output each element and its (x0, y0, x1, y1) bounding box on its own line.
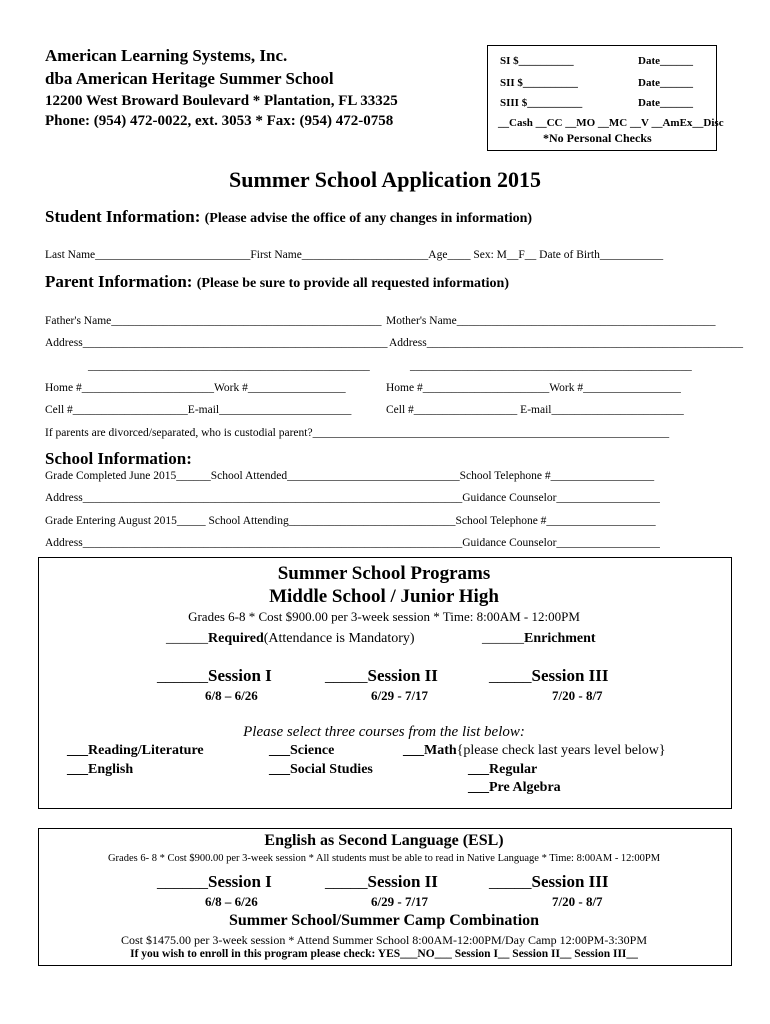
course-english[interactable]: ___English (67, 762, 134, 777)
session-blank[interactable]: ______ (157, 666, 208, 685)
mother-name-field[interactable]: Mother's Name_____________________________________________ (386, 315, 716, 327)
session-name: Session II (367, 666, 438, 685)
session-name: Session II (367, 872, 438, 891)
mother-address-line2[interactable]: _________________________________________________ (410, 360, 692, 372)
org-phone: Phone: (954) 472-0022, ext. 3053 * Fax: (954) 472-0758 (45, 113, 394, 129)
mother-address-field[interactable]: Address_______________________________________________________ (389, 337, 743, 349)
payment-date2[interactable]: Date______ (638, 77, 693, 89)
combo-enroll[interactable]: If you wish to enroll in this program please check: YES___NO___ Session I__ Session II__ Session III__ (130, 948, 638, 960)
session-dates: 7/20 - 8/7 (552, 688, 603, 703)
required-note: (Attendance is Mandatory) (263, 631, 415, 646)
math-pre-algebra[interactable]: ___Pre Algebra (468, 780, 561, 795)
esl-session-2[interactable] (325, 872, 438, 892)
payment-date1[interactable]: Date______ (638, 55, 693, 67)
session-blank[interactable]: ______ (157, 872, 208, 891)
payment-s3[interactable]: SIII $__________ (500, 97, 583, 109)
programs-info: Grades 6-8 * Cost $900.00 per 3-week session * Time: 8:00AM - 12:00PM (188, 609, 580, 624)
enrichment-option[interactable] (482, 631, 596, 647)
school-row-3[interactable]: Grade Entering August 2015_____ School Attending_____________________________School Telephone #___________________ (45, 515, 656, 527)
esl-title: English as Second Language (ESL) (264, 832, 504, 849)
payment-s1[interactable]: SI $__________ (500, 55, 574, 67)
course-math-blank[interactable]: ___ (403, 743, 424, 758)
required-label: Required (208, 631, 264, 646)
session-dates: 6/29 - 7/17 (371, 688, 429, 703)
combo-title: Summer School/Summer Camp Combination (228, 912, 540, 929)
school-heading: School Information: (45, 449, 192, 468)
combo-cost: Cost $1475.00 per 3-week session * Attend Summer School 8:00AM-12:00PM/Day Camp 12:00PM-3:30PM (121, 933, 647, 947)
course-select-prompt: Please select three courses from the list below: (243, 724, 525, 740)
payment-methods[interactable]: __Cash __CC __MO __MC __V __AmEx__Disc (498, 117, 724, 129)
payment-s2[interactable]: SII $__________ (500, 77, 578, 89)
session-dates: 6/8 – 6/26 (205, 688, 258, 703)
session-blank[interactable]: _____ (325, 666, 368, 685)
course-reading[interactable]: ___Reading/Literature (67, 743, 204, 758)
enrichment-blank[interactable]: ______ (482, 631, 524, 646)
session-blank[interactable]: _____ (325, 872, 368, 891)
esl-session-3[interactable] (489, 872, 609, 892)
school-row-1[interactable]: Grade Completed June 2015______School Attended______________________________School Telephone #__________________ (45, 470, 655, 482)
esl-session-1[interactable] (157, 872, 272, 892)
student-heading (45, 207, 532, 227)
enrichment-label: Enrichment (524, 631, 596, 646)
session-blank[interactable]: _____ (489, 666, 532, 685)
program-session-3[interactable] (489, 666, 609, 686)
parent-heading-label: Parent Information: (45, 272, 193, 291)
session-dates: 7/20 - 8/7 (552, 894, 603, 909)
father-cell-field[interactable]: Cell #____________________E-mail_______________________ (45, 404, 352, 416)
father-address-field[interactable]: Address_____________________________________________________ (45, 337, 388, 349)
course-math-note: {please check last years level below} (456, 743, 666, 758)
student-heading-note: (Please advise the office of any changes in information) (204, 211, 533, 226)
school-row-4[interactable]: Address__________________________________________________________________Guidance Counselor__________________ (45, 537, 660, 549)
father-phone-field[interactable]: Home #_______________________Work #_________________ (45, 382, 346, 394)
session-blank[interactable]: _____ (489, 872, 532, 891)
session-name: Session III (531, 872, 609, 891)
dba-name: dba American Heritage Summer School (45, 69, 334, 88)
session-dates: 6/8 – 6/26 (205, 894, 258, 909)
program-session-2[interactable] (325, 666, 438, 686)
custodial-parent-field[interactable]: If parents are divorced/separated, who is custodial parent?______________________________________________________________ (45, 427, 670, 439)
course-social-studies[interactable]: ___Social Studies (269, 762, 373, 777)
parent-heading (45, 272, 509, 292)
payment-box (487, 45, 724, 151)
mother-phone-field[interactable]: Home #______________________Work #_________________ (386, 382, 681, 394)
course-math[interactable] (403, 743, 666, 759)
program-session-1[interactable] (157, 666, 272, 686)
page-title: Summer School Application 2015 (229, 167, 541, 192)
programs-subtitle: Middle School / Junior High (269, 586, 499, 607)
session-name: Session I (208, 666, 272, 685)
student-fields-row[interactable]: Last Name___________________________First Name______________________Age____ Sex: M__F__ Date of Birth___________ (45, 249, 664, 261)
father-name-field[interactable]: Father's Name_______________________________________________ (45, 315, 382, 327)
student-heading-label: Student Information: (45, 207, 201, 226)
org-address: 12200 West Broward Boulevard * Plantation, FL 33325 (45, 93, 398, 109)
math-regular[interactable]: ___Regular (468, 762, 538, 777)
session-name: Session I (208, 872, 272, 891)
no-checks-note: *No Personal Checks (543, 131, 652, 145)
school-row-2[interactable]: Address__________________________________________________________________Guidance Counselor__________________ (45, 492, 660, 504)
course-math-label: Math (424, 743, 457, 758)
course-science[interactable]: ___Science (269, 743, 335, 758)
parent-heading-note: (Please be sure to provide all requested information) (196, 276, 509, 291)
session-name: Session III (531, 666, 609, 685)
required-option[interactable] (166, 631, 415, 647)
required-blank[interactable]: ______ (166, 631, 208, 646)
father-address-line2[interactable]: _________________________________________________ (88, 360, 370, 372)
session-dates: 6/29 - 7/17 (371, 894, 429, 909)
org-name: American Learning Systems, Inc. (45, 46, 288, 65)
esl-info: Grades 6- 8 * Cost $900.00 per 3-week session * All students must be able to read in Native Language * Time: 8:00AM - 12:00PM (107, 853, 661, 864)
mother-cell-field[interactable]: Cell #__________________ E-mail_______________________ (386, 404, 684, 416)
payment-date3[interactable]: Date______ (638, 97, 693, 109)
programs-title: Summer School Programs (277, 563, 491, 584)
